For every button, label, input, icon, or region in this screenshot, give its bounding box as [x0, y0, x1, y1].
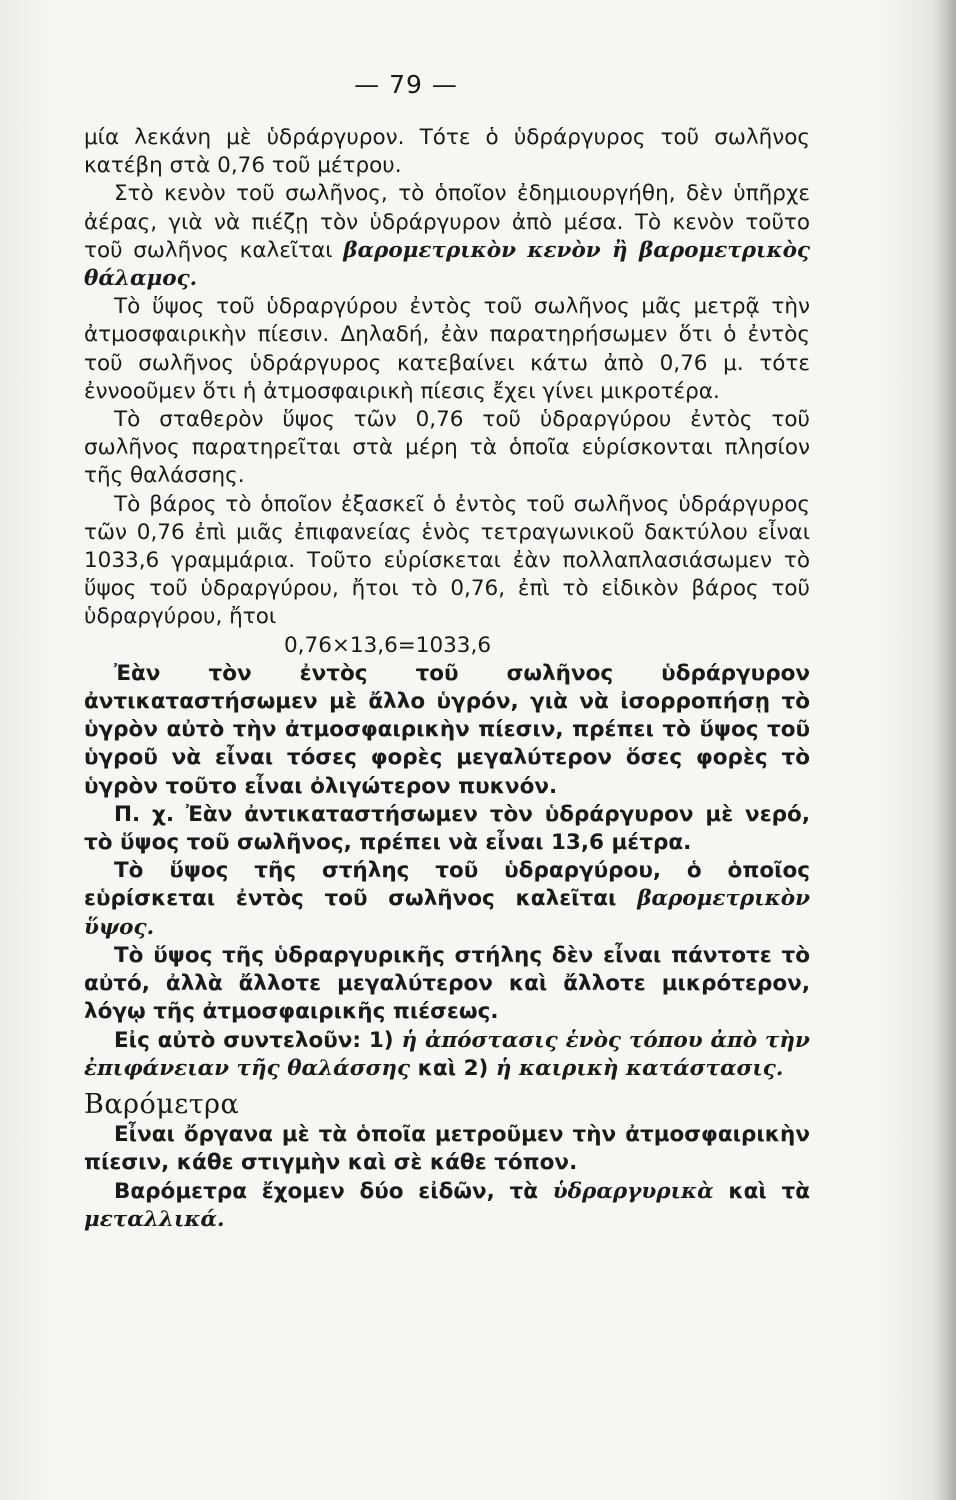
body-text	[84, 124, 810, 1234]
formula: 0,76×13,6=1033,6	[284, 632, 492, 658]
paragraph-9: Τὸ ὕψος τῆς ὑδραργυρικῆς στήλης δὲν εἶναι πάντοτε τὸ αὐτό, ἀλλὰ ἄλλοτε μεγαλύτερον καὶ ἄλλοτε μικρότερον, λόγῳ τῆς ἀτμοσφαιρικῆς πιέσεως.	[84, 942, 810, 1025]
bold-section	[84, 660, 810, 1083]
paragraph-3: Τὸ ὕψος τοῦ ὑδραργύρου ἐντὸς τοῦ σωλῆνος μᾶς μετρᾷ τὴν ἀτμοσφαιρικὴν πίεσιν. Δηλαδή, ἐὰν παρατηρήσωμεν ὅτι ὁ ἐντὸς τοῦ σωλῆνος ὑδράργυρος κατεβαίνει κάτω ἀπὸ 0,76 μ. τότε ἐννοοῦμεν ὅτι ἡ ἀτμοσφαιρικὴ πίεσις ἔχει γίνει μικροτέρα.	[84, 294, 810, 404]
paragraph-1: μία λεκάνη μὲ ὑδράργυρον. Τότε ὁ ὑδράργυρος τοῦ σωλῆνος κατέβη στὰ 0,76 τοῦ μέτρου.	[84, 125, 810, 179]
paragraph-2-text: Στὸ κενὸν τοῦ σωλῆνος, τὸ ὁποῖον ἐδημιουργήθη, δὲν ὑπῆρχε ἀέρας, γιὰ νὰ πιέζῃ τὸν ὑδράργυρον ἀπὸ μέσα. Τὸ κενὸν τοῦτο τοῦ σωλῆνος καλεῖται	[84, 181, 810, 263]
term-weather-condition: ἡ καιρικὴ κατάστασις.	[495, 1055, 784, 1081]
paragraph-10-text-2: καὶ 2)	[417, 1055, 489, 1081]
paragraph-12	[84, 1178, 810, 1234]
paragraph-12-text-2: καὶ τὰ	[728, 1178, 810, 1204]
paragraph-8-text: Τὸ ὕψος τῆς στήλης τοῦ ὑδραργύρου, ὁ ὁποῖος εὑρίσκεται ἐντὸς τοῦ σωλῆνος καλεῖται	[84, 858, 810, 912]
term-barometric-vacuum: βαρομετρικὸν κενὸν ἢ βαρομετρικὸς θάλαμος.	[84, 237, 810, 292]
paragraph-7: Π. χ. Ἐὰν ἀντικαταστήσωμεν τὸν ὑδράργυρον μὲ νερό, τὸ ὕψος τοῦ σωλῆνος, πρέπει νὰ εἶναι 13,6 μέτρα.	[84, 801, 810, 856]
bold-section-2	[84, 1121, 810, 1234]
term-metal-barometers: μεταλλικά.	[84, 1206, 225, 1232]
paragraph-10-text-1: Εἰς αὐτὸ συντελοῦν: 1)	[114, 1027, 394, 1053]
paragraph-6: Ἐὰν τὸν ἐντὸς τοῦ σωλῆνος ὑδράργυρον ἀντικαταστήσωμεν μὲ ἄλλο ὑγρόν, γιὰ νὰ ἰσορροπήσῃ τὸ ὑγρὸν αὐτὸ τὴν ἀτμοσφαιρικὴν πίεσιν, πρέπει τὸ ὕψος τοῦ ὑγροῦ νὰ εἶναι τόσες φορὲς μεγαλύτερον ὅσες φορὲς τὸ ὑγρὸν τοῦτο εἶναι ὀλιγώτερον πυκνόν.	[84, 660, 810, 799]
paragraph-11: Εἶναι ὄργανα μὲ τὰ ὁποῖα μετροῦμεν τὴν ἀτμοσφαιρικὴν πίεσιν, κάθε στιγμὴν καὶ σὲ κάθε τόπον.	[84, 1122, 810, 1176]
page-edge-shadow	[932, 0, 956, 1500]
paragraph-4: Τὸ σταθερὸν ὕψος τῶν 0,76 τοῦ ὑδραργύρου ἐντὸς τοῦ σωλῆνος παρατηρεῖται στὰ μέρη τὰ ὁποῖα εὑρίσκονται πλησίον τῆς θαλάσσης.	[84, 407, 810, 489]
term-barometric-height: βαρομετρικὸν ὕψος.	[84, 886, 810, 940]
section-heading: Βαρόμετρα	[84, 1088, 240, 1120]
paragraph-5: Τὸ βάρος τὸ ὁποῖον ἐξασκεῖ ὁ ἐντὸς τοῦ σωλῆνος ὑδράργυρος τῶν 0,76 ἐπὶ μιᾶς ἐπιφανείας ἑνὸς τετραγωνικοῦ δακτύλου εἶναι 1033,6 γραμμάρια. Τοῦτο εὑρίσκεται ἐὰν πολλαπλασιάσωμεν τὸ ὕψος τοῦ ὑδραργύρου, ἤτοι τὸ 0,76, ἐπὶ τὸ εἰδικὸν βάρος τοῦ ὑδραργύρου, ἤτοι	[84, 491, 810, 630]
paragraph-12-text-1: Βαρόμετρα ἔχομεν δύο εἰδῶν, τὰ	[114, 1178, 539, 1204]
paragraph-10	[84, 1027, 810, 1083]
term-mercury-barometers: ὑδραργυρικὰ	[552, 1178, 714, 1204]
page-number: — 79 —	[354, 70, 458, 99]
paragraph-8	[84, 857, 810, 942]
term-distance-from-sea: ἡ ἀπόστασις ἑνὸς τόπου ἀπὸ τὴν ἐπιφάνειαν τῆς θαλάσσης	[84, 1027, 810, 1081]
paragraph-2	[84, 180, 810, 293]
